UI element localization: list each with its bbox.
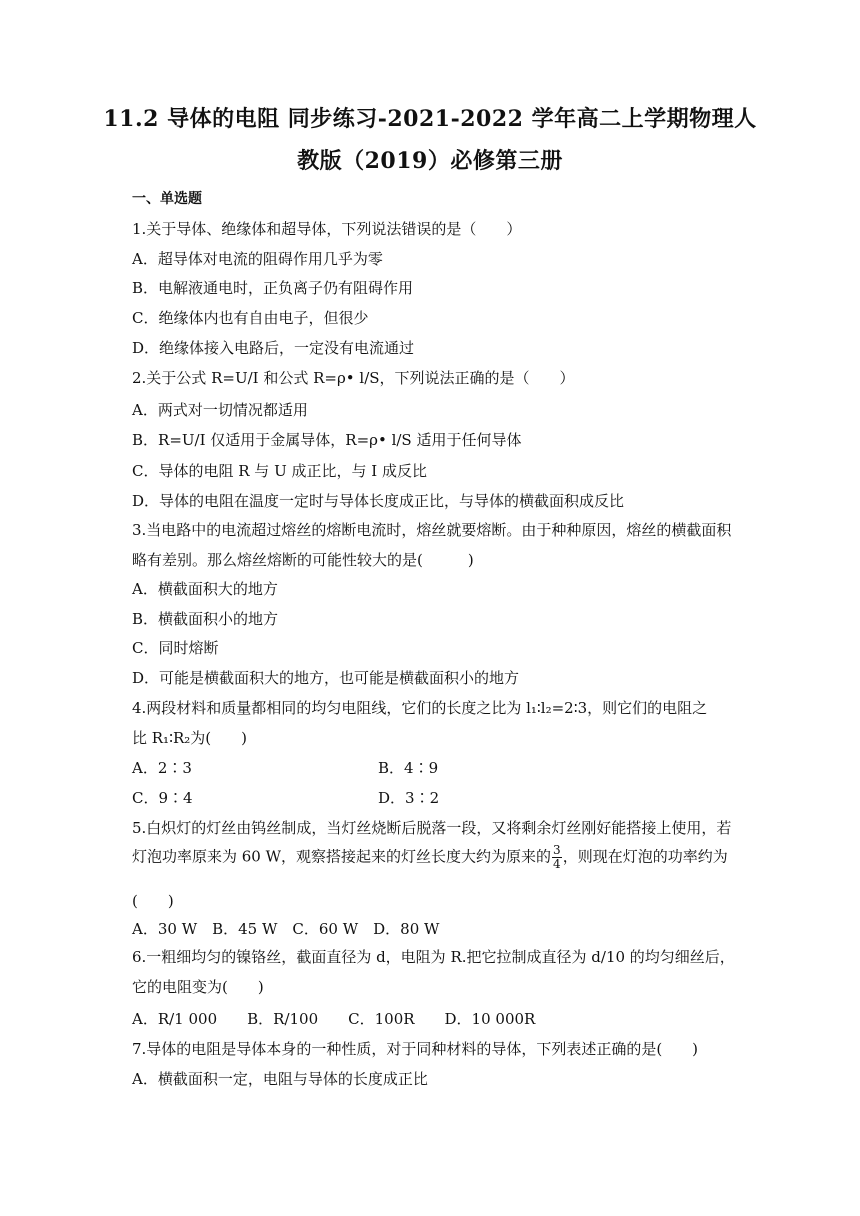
question-1-option-d: D．绝缘体接入电路后，一定没有电流通过 — [132, 339, 415, 357]
question-1-stem: 1.关于导体、绝缘体和超导体，下列说法错误的是（ ） — [132, 220, 522, 238]
question-3-option-d: D．可能是横截面积大的地方，也可能是横截面积小的地方 — [132, 669, 520, 687]
question-5-stem-line-2 — [132, 844, 728, 871]
question-1-option-b: B．电解液通电时，正负离子仍有阻碍作用 — [132, 279, 414, 297]
question-5-stem-line-3: ( ) — [132, 892, 174, 910]
question-4-option-c: C．9∶4 — [132, 789, 193, 807]
section-heading: 一、单选题 — [132, 191, 202, 207]
question-7-stem: 7.导体的电阻是导体本身的一种性质，对于同种材料的导体，下列表述正确的是( ) — [132, 1040, 699, 1058]
question-5-stem-line-1: 5.白炽灯的灯丝由钨丝制成，当灯丝烧断后脱落一段，又将剩余灯丝刚好能搭接上使用，若 — [132, 819, 732, 837]
question-5-stem-line-2-post: ，则现在灯泡的功率约为 — [562, 847, 728, 866]
question-4-option-a: A．2∶3 — [132, 759, 192, 777]
question-5-options: A．30 W B．45 W C．60 W D．80 W — [132, 920, 440, 938]
question-5-stem-line-2-pre: 灯泡功率原来为 60 W，观察搭接起来的灯丝长度大约为原来的 — [132, 847, 552, 866]
question-4-stem-line-2: 比 R₁∶R₂为( ) — [132, 729, 247, 747]
question-1-option-a: A．超导体对电流的阻碍作用几乎为零 — [132, 250, 383, 268]
question-2-option-a: A．两式对一切情况都适用 — [132, 401, 308, 419]
question-1-option-c: C．绝缘体内也有自由电子，但很少 — [132, 309, 369, 327]
question-2-option-c: C．导体的电阻 R 与 U 成正比，与 I 成反比 — [132, 462, 427, 480]
page-title-line-2: 教版（2019）必修第三册 — [297, 148, 563, 174]
question-2-option-b: B．R=U/I 仅适用于金属导体，R=ρ• l/S 适用于任何导体 — [132, 431, 522, 449]
question-3-stem-line-1: 3.当电路中的电流超过熔丝的熔断电流时，熔丝就要熔断。由于种种原因，熔丝的横截面积 — [132, 521, 732, 539]
question-6-options: A．R/1 000 B．R/100 C．100R D．10 000R — [132, 1010, 536, 1028]
question-3-stem-line-2: 略有差别。那么熔丝熔断的可能性较大的是( ) — [132, 551, 474, 569]
question-6-stem-line-1: 6.一粗细均匀的镍铬丝，截面直径为 d，电阻为 R.把它拉制成直径为 d/10 的均匀细丝后， — [132, 948, 735, 966]
question-3-option-a: A．横截面积大的地方 — [132, 580, 278, 598]
question-2-stem: 2.关于公式 R=U/I 和公式 R=ρ• l/S，下列说法正确的是（ ） — [132, 369, 575, 387]
page-title-line-1: 11.2 导体的电阻 同步练习-2021-2022 学年高二上学期物理人 — [103, 106, 757, 132]
fraction-numerator: 3 — [553, 843, 561, 857]
question-2-option-d: D．导体的电阻在温度一定时与导体长度成正比，与导体的横截面积成反比 — [132, 492, 625, 510]
question-7-option-a: A．横截面积一定，电阻与导体的长度成正比 — [132, 1070, 428, 1088]
question-3-option-b: B．横截面积小的地方 — [132, 610, 279, 628]
question-6-stem-line-2: 它的电阻变为( ) — [132, 978, 264, 996]
question-3-option-c: C．同时熔断 — [132, 639, 219, 657]
question-4-stem-line-1: 4.两段材料和质量都相同的均匀电阻线，它们的长度之比为 l₁∶l₂=2∶3，则它们的电阻之 — [132, 699, 708, 717]
question-4-option-d: D．3∶2 — [378, 789, 440, 807]
question-4-option-b: B．4∶9 — [378, 759, 439, 777]
fraction-denominator: 4 — [553, 857, 561, 871]
fraction — [552, 844, 562, 871]
